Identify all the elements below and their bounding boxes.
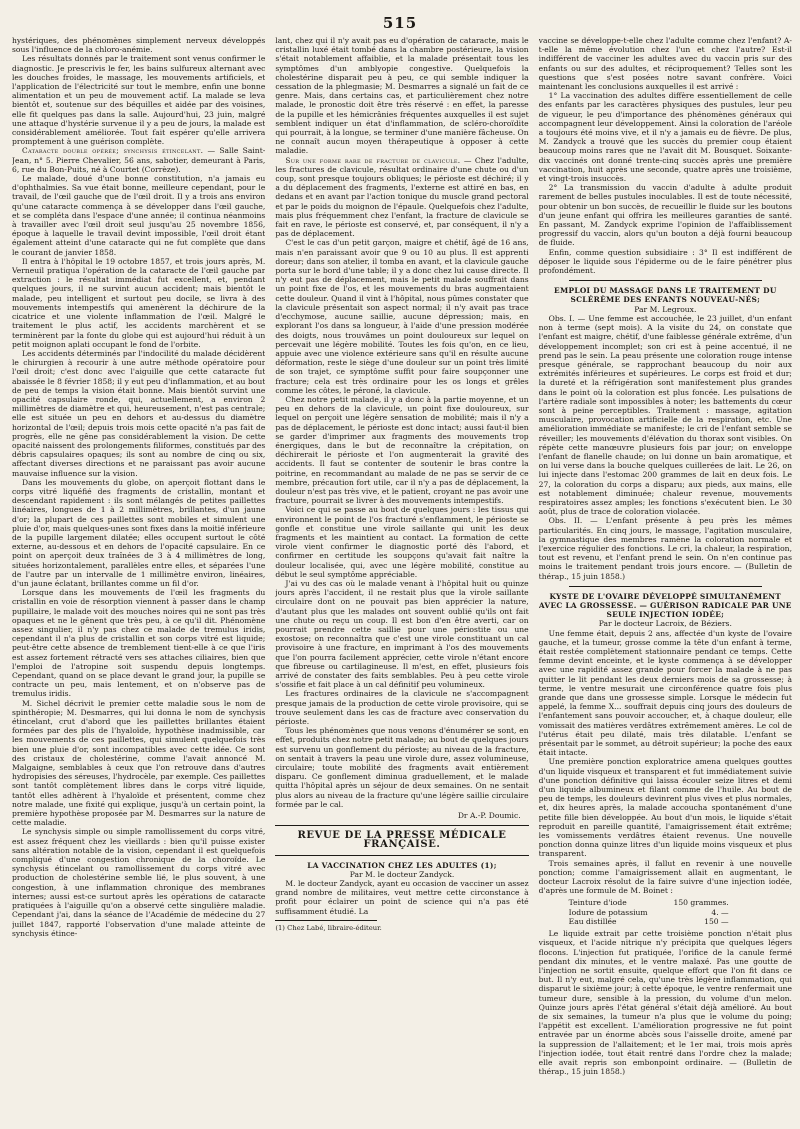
article-byline: Par M. Legroux. bbox=[634, 304, 697, 314]
paragraph: Dans les mouvements du globe, on aperçoit flottant dans le corps vitré liquéfié des fragments de cristallin, montant et descendant rapidement : ils sont mélangés de petites paillettes linéaires, longues de 1 à 2 millimètres, brillantes, d'un jaune d'or; la plupart de ces paillettes sont mobiles et simulent une pluie d'or, mais quelques-unes sont fixes dans la moitié inférieure de la pupille largement dilatée; elles occupent surtout le côté externe, au-dessous et en dehors de l'opacité capsulaire. En ce point on aperçoit deux traînées de 3 à 4 millimètres de long, situées horizontalement, parallèles entre elles, et séparées l'une de l'autre par un intervalle de 1 millimètre environ, linéaires, d'un jaune éclatant, brillantes comme un fil d'or. bbox=[12, 477, 266, 588]
case-text: — Salle Saint-Jean, n° 5. Pierre Chevalier, 56 ans, sabotier, demeurant à Paris, 6, rue du Bon-Puits, né à Courtet (Corrèze). bbox=[12, 146, 266, 174]
paragraph: hystériques, des phénomènes simplement nerveux développés sous l'influence de la chloro-anémie. bbox=[12, 36, 266, 55]
paragraph: J'ai vu des cas où le malade venant à l'hôpital huit ou quinze jours après l'accident, il ne restait plus que la virole saillante circulaire dont on ne pouvait pas bien apprécier la nature, d'autant plus que les malades ont souvent oublié qu'ils ont fait une chute ou reçu un coup. Il est bon d'en être averti, car on pourrait prendre cette saillie pour une périostite ou une exostose; on reconnaîtra que c'est une virole constituant un cal provisoire à une fracture, en imprimant à l'os des mouvements que l'on pourra facilement apprécier, cette virole n'étant encore que fibreuse ou cartilagineuse. Il m'est, en effet, plusieurs fois arrivé de constater des faits semblables. Peu à peu cette virole s'ossifie et fait place à un cal définitif peu volumineux. bbox=[275, 578, 529, 690]
paragraph: lant, chez qui il n'y avait pas eu d'opération de cataracte, mais le cristallin luxé était tombé dans la chambre postérieure, la vision s'était notablement affaiblie, et la malade présentait tous les symptômes d'un amblyopie congestive. Quelquefois la cholestérine disparait peu à peu, ce qui semble indiquer la cessation de la phlegmasie; M. Desmarres a signalé un fait de ce genre. Mais, dans certains cas, et particulièrement chez notre malade, le pronostic doit être très réservé : en effet, la paresse de la pupille et les hémicrânies fréquentes auxquelles il est sujet semblent indiquer un état d'inflammation, de scléro-choroïdite qui pourrait, à la longue, se terminer d'une manière fâcheuse. On ne connaît aucun moyen thérapeutique à opposer à cette maladie. bbox=[275, 36, 529, 156]
paragraph: Voici ce qui se passe au bout de quelques jours : les tissus qui environnent le point de l'os fracturé s'enflamment, le périoste se gonfle et constitue une virole saillante qui unit les deux fragments et les maintient au contact. La formation de cette virole vient confirmer le diagnostic porté dès l'abord, et confirmer en certitude les soupçons qu'avait fait naître la douleur localisée, qui, avec une légère mobilité, constitue au début le seul symptôme appréciable. bbox=[275, 505, 529, 579]
quantity: 150 — bbox=[704, 916, 729, 926]
formula-line bbox=[569, 917, 729, 926]
formula-line bbox=[569, 898, 729, 907]
paragraph: M. le docteur Zandyck, ayant eu occasion de vacciner un assez grand nombre de militaires, veut mettre cette circonstance à profit pour éclairer un point de science qui n'a pas été suffisamment étudié. La bbox=[275, 879, 529, 916]
paragraph: M. Sichel décrivit le premier cette maladie sous le nom de spinthéropie; M. Desmarres, qui lui donna le nom de synchysis étincelant, crut d'abord que les paillettes brillantes étaient formées par des plis de l'hyaloïde, hypothèse inadmissible, car les mouvements de ces paillettes, qui simulent quelquefois très bien une pluie d'or, sont incompatibles avec cette idée. Ce sont des cristaux de cholestérine, comme l'avait annoncé M. Malgaigne, semblables à ceux que l'on retrouve dans d'autres hydropisies des séreuses, l'hydrocèle, par exemple. Ces paillettes sont tantôt complètement libres dans le corps vitré liquide, tantôt elles adhèrent à l'hyaloïde et présentent, comme chez notre malade, une fixité qui explique, jusqu'à un certain point, la première hypothèse proposée par M. Desmarres sur la nature de cette maladie. bbox=[12, 698, 266, 828]
paragraph: 1° La vaccination des adultes diffère essentiellement de celle des enfants par les caractères physiques des pustules, leur peu de vigueur, le peu d'importance des phénomènes généraux qui accompagnent leur développement. Ainsi la coloration de l'aréole a toujours été moins vive, et il n'y a jamais eu de fièvre. De plus, M. Zandyck a trouvé que les succès du premier coup étaient beaucoup moins rares que ne l'avait dit M. Bousquet. Soixante-dix vaccinés ont donné trente-cinq succès après une première vaccination, huit après une seconde, quatre après une troisième, et vingt-trois insuccès. bbox=[538, 91, 792, 184]
section-title: REVUE DE LA PRESSE MÉDICALE FRANÇAISE. bbox=[297, 830, 507, 851]
column-left bbox=[12, 36, 265, 1117]
paragraph: Les résultats donnés par le traitement sont venus confirmer le diagnostic. Je prescrivis le fer, les bains sulfureux alternant avec les douches froides, le massage, les mouvements artificiels, et l'application de l'électricité sur tout le membre, enfin une bonne alimentation et un peu de mouvement actif. La malade se leva bientôt et, soutenue sur des béquilles et aidée par des voisines, elle fit quelques pas dans la salle. Aujourd'hui, 23 juin, malgré une attaque d'hystérie survenue il y a peu de jours, la malade est considérablement améliorée. Tout fait espérer qu'elle arrivera promptement à une guérison complète. bbox=[12, 54, 266, 147]
paragraph: Le malade, doué d'une bonne constitution, n'a jamais eu d'ophthalmies. Sa vue était bonne, meilleure cependant, pour le travail, de l'œil gauche que de l'œil droit. Il y a trois ans environ qu'une cataracte commença à se développer dans l'œil gauche, et se compléta dans l'espace d'une année; il continua néanmoins à travailler avec l'œil droit seul jusqu'au 25 novembre 1856, époque à laquelle le travail devint impossible, l'œil droit étant également atteint d'une cataracte qui ne fut complète que dans le courant de janvier 1858. bbox=[12, 174, 266, 257]
column-right bbox=[539, 36, 792, 1117]
quantity: 4. — bbox=[711, 907, 729, 917]
footnote: (1) Chez Labé, libraire-éditeur. bbox=[275, 923, 382, 932]
article-title: LA VACCINATION CHEZ LES ADULTES (1); bbox=[307, 860, 497, 870]
divider bbox=[275, 855, 528, 856]
paragraph bbox=[275, 156, 528, 239]
footnote-divider bbox=[275, 920, 376, 921]
column-middle bbox=[275, 36, 528, 1117]
paragraph: Les fractures ordinaires de la clavicule ne s'accompagnent presque jamais de la production de cette virole provisoire, qui se trouve seulement dans les cas de fracture avec conservation du périoste. bbox=[275, 689, 529, 727]
paragraph: vaccine se développe-t-elle chez l'adulte comme chez l'enfant? A-t-elle la même évolution chez l'un et chez l'autre? Est-il indifférent de vacciner les adultes avec du vaccin pris sur des enfants ou sur des adultes, et réciproquement? Telles sont les questions que s'est posées notre savant confrère. Voici maintenant les conclusions auxquelles il est arrivé : bbox=[538, 36, 792, 92]
paragraph: Les accidents déterminés par l'indocilité du malade décidèrent le chirurgien à recourir à une autre méthode opératoire pour l'œil droit; c'est donc avec l'aiguille que cette cataracte fut abaissée le 8 février 1858; il y eut peu d'inflammation, et au bout de peu de temps la vision était bonne. Mais bientôt survint une opacité capsulaire ronde, qui, actuellement, a environ 2 millimètres de diamètre et qui, heureusement, n'est pas centrale; elle est située un peu en dehors et au-dessus du diamètre horizontal de l'œil; depuis trois mois cette opacité n'a pas fait de progrès, elle ne gêne pas considérablement la vision. De cette opacité naissent des prolongements filiformes, constitués par des débris capsulaires opaques; ils sont au nombre de cinq ou six, affectant diverses directions et ne paraissant pas avoir aucune mauvaise influence sur la vision. bbox=[12, 348, 266, 478]
paragraph: Lorsque dans les mouvements de l'œil les fragments du cristallin en voie de résorption viennent à passer dans le champ pupillaire, le malade voit des mouches noires qui ne sont pas très opaques et ne le gênent que très peu, à ce qu'il dit. Phénomène assez singulier, il n'y pas chez ce malade de tremulus iridis, cependant il n'a plus de cristallin et son corps vitré est liquide; peut-être cette absence de tremblement tient-elle à ce que l'iris est assez fortement rétracté vers ses attaches ciliaires, bien que l'emploi de l'atropine soit suspendu depuis longtemps. Cependant, quand on se place devant le grand jour, la pupille se contracte un peu, mais lentement, et on n'observe pas de tremulus iridis. bbox=[12, 588, 266, 699]
article-title: KYSTE DE L'OVAIRE DÉVELOPPÉ SIMULTANÉMENT AVEC LA GROSSESSE. — GUÉRISON RADICALE PAR UNE SEULE INJECTION IODÉE; bbox=[538, 591, 792, 620]
case-text: — Chez l'adulte, les fractures de clavicule, résultat ordinaire d'une chute ou d'un coup, sont presque toujours obliques; le périoste est déchiré; il y a du déplacement des fragments, l'externe est attiré en bas, en dedans et en avant par l'action tonique du muscle grand pectoral et par le poids du moignon de l'épaule. Quelquefois chez l'adulte, mais plus fréquemment chez l'enfant, la fracture de clavicule se fait en rave, le périoste est conservé, et, par conséquent, il n'y a pas de déplacement. bbox=[275, 155, 529, 239]
quantity: 150 grammes. bbox=[673, 898, 729, 908]
divider bbox=[275, 825, 528, 826]
paragraph: Obs. I. — Une femme est accouchée, le 23 juillet, d'un enfant non à terme (sept mois). A la visite du 24, on constate que l'enfant est maigre, chétif, d'une faiblesse générale extrême, d'un développement incomplet; son cri est à peine accentué, il ne prend pas le sein. La peau présente une coloration rouge intense presque générale, se rapprochant beaucoup du noir aux extrémités inférieures et supérieures. Le corps est froid et dur; la dureté et la réfrigération sont manifestement plus grandes dans le point où la coloration est plus foncée. Les pulsations de l'artère radiale sont impossibles à noter; les battements du cœur sont à peine perceptibles. Traitement : massage, agitation musculaire, provocation artificielle de la respiration, etc. Une amélioration immédiate se manifeste; le cri de l'enfant semble se réveiller; les mouvements d'élévation du thorax sont visibles. On répète cette manœuvre plusieurs fois par jour; on enveloppe l'enfant de flanelle chaude; on lui donne un bain aromatique, et on lui verse dans la bouche quelques cuillerées de lait. Le 26, on lui injecte dans l'estomac 200 grammes de lait en deux fois. Le 27, la coloration du corps a disparu; aux pieds, aux mains, elle est notablement diminuée; chaleur revenue, mouvements respiratoires assez amples; les fonctions s'exécutent bien. Le 30 août, plus de trace de coloration violacée. bbox=[538, 313, 792, 517]
case-heading: Cataracte double opérée; synchysis étincelant. bbox=[22, 146, 204, 156]
paragraph: Obs. II. — L'enfant présente à peu près les mêmes particularités. En cinq jours, le massage, l'agitation musculaire, la gymnastique des membres ramène la coloration normale et l'exercice régulier des fonctions. Le cri, la chaleur, la respiration, tout est revenu, et l'enfant prend le sein. On n'en continue pas moins le traitement pendant trois jours encore. — (Bulletin de thérap., 15 juin 1858.) bbox=[538, 516, 792, 581]
paragraph: 2° La transmission du vaccin d'adulte à adulte produit rarement de belles pustules inoculables. Il est de toute nécessité, pour obtenir un bon succès, de recueillir le fluide sur les boutons d'un jeune enfant qui offrira les meilleures garanties de santé. En passant, M. Zandyck exprime l'opinion de l'affaiblissement progressif du vaccin, alors qu'un bouton a déjà fourni beaucoup de fluide. bbox=[538, 183, 792, 248]
formula-line bbox=[569, 908, 729, 917]
article-title: EMPLOI DU MASSAGE DANS LE TRAITEMENT DU SCLÉRÈME DES ENFANTS NOUVEAU-NÉS; bbox=[554, 286, 777, 305]
ingredient: Eau distillée bbox=[568, 916, 617, 926]
paragraph: Tous les phénomènes que nous venons d'énumérer se sont, en effet, produits chez notre petit malade; au bout de quelques jours est survenu un gonflement du périoste; au niveau de la fracture, on sentait à travers la peau une virole dure, assez volumineuse, circulaire; toute mobilité des fragments avait entièrement disparu. Ce gonflement diminua graduellement, et le malade quitta l'hôpital après un séjour de deux semaines. On ne sentait plus alors au niveau de la fracture qu'une légère saillie circulaire formée par le cal. bbox=[275, 726, 529, 809]
paragraph: C'est le cas d'un petit garçon, maigre et chétif, âgé de 16 ans, mais n'en paraissant avoir que 9 ou 10 au plus. Il est apprenti doreur; dans son atelier, il tomba en avant, et la clavicule gauche porta sur le bord d'une table; il y a donc chez lui cause directe. Il n'y eut pas de déplacement, mais le petit malade souffrait dans un point fixe de l'os, et les mouvements du bras augmentaient cette douleur. Quand il vint à l'hôpital, nous pûmes constater que la clavicule présentait son aspect normal; il n'y avait pas trace d'ecchymose, aucune saillie, aucune dépression; mais, en explorant l'os dans sa longueur, à l'aide d'une pression modérée des doigts, nous trouvâmes un point douloureux sur lequel on percevait une légère mobilité. Toutes les fois qu'on, en ce lieu, appuie avec une violence extérieure sans qu'il en résulte aucune déformation, reste le siège d'une douleur sur un point très limité de son trajet, ce symptôme suffit pour faire soupçonner une fracture; cela est très ordinaire pour les os longs et grêles comme les côtes, le péroné, la clavicule. bbox=[275, 238, 529, 395]
paragraph: Le synchysis simple ou simple ramollissement du corps vitré, est assez fréquent chez les vieillards : bien qu'il puisse exister sans altération notable de la vision, cependant il est quelquefois compliqué d'une congestion chronique de la choroïde. Le synchysis étincelant ou ramollissement du corps vitré avec production de cholestérine semble lié, le plus souvent, à une congestion, à une inflammation chronique des membranes internes; aussi est-ce surtout après les opérations de cataracte pratiquées à l'aiguille qu'on a observé cette singulière maladie. Cependant j'ai, dans la séance de l'Académie de médecine du 27 juillet 1847, rapporté l'observation d'une malade atteinte de synchysis étince- bbox=[12, 827, 266, 938]
case-heading: Sur une forme rare de fracture de clavicule. bbox=[285, 155, 461, 165]
divider bbox=[569, 586, 762, 587]
three-column-body bbox=[12, 36, 792, 1117]
paragraph: Chez notre petit malade, il y a donc à la partie moyenne, et un peu en dehors de la clavicule, un point fixe douloureux, sur lequel on perçoit une légère sensation de mobilité; mais il n'y a pas de déplacement, le périoste est donc intact; aussi faut-il bien se garder d'imprimer aux fragments des mouvements trop énergiques, dans le but de reconnaître la crépitation, on déchirerait le périoste et l'on augmenterait la gravité des accidents. Il faut se contenter de soutenir le bras contre la poitrine, en recommandant au malade de ne pas se servir de ce membre, précaution fort utile, car il n'y a pas de déplacement, la douleur n'est pas très vive, et le patient, croyant ne pas avoir une fracture, pourrait se livrer à des mouvements intempestifs. bbox=[275, 394, 529, 506]
article-byline: Par le docteur Lacroix, de Béziers. bbox=[598, 619, 732, 629]
author-signature: Dr A.-P. Doumic. bbox=[457, 811, 521, 821]
ingredient: Teinture d'iode bbox=[568, 898, 627, 908]
divider bbox=[569, 280, 762, 281]
paragraph: Il entra à l'hôpital le 19 octobre 1857, et trois jours après, M. Verneuil pratiqua l'opération de la cataracte de l'œil gauche par extraction : le résultat immédiat fut excellent, et, pendant quelques jours, il ne survint aucun accident; mais bientôt le malade, peu intelligent et surtout peu docile, se livra à des mouvements intempestifs qui amenèrent la déchirure de la cicatrice et une violente inflammation de l'œil. Malgré le traitement le plus actif, les accidents marchèrent et se terminèrent par la fonte du globe qui est aujourd'hui réduit à un petit moignon aplati occupant le fond de l'orbite. bbox=[12, 256, 266, 349]
paragraph: Trois semaines après, il fallut en revenir à une nouvelle ponction; comme l'amaigrissement allait en augmentant, le docteur Lacroix résolut de la faire suivre d'une injection iodée, d'après une formule de M. Boinet : bbox=[538, 858, 792, 896]
article-byline: Par M. le docteur Zandyck. bbox=[349, 869, 455, 879]
paragraph: Une première ponction exploratrice amena quelques gouttes d'un liquide visqueux et transparent et fut immédiatement suivie d'une ponction définitive qui laissa écouler seize litres et demi d'un liquide albumineux et filant comme de l'huile. Au bout de peu de temps, les douleurs devinrent plus vives et plus normales, et, dix heures après, la malade accoucha spontanément d'une petite fille bien développée. Au bout d'un mois, le liquide s'était reproduit en pareille quantité, l'amaigrissement était extrême; les vomissements verdâtres étaient revenus. Une nouvelle ponction donna quinze litres d'un liquide moins visqueux et plus transparent. bbox=[538, 757, 792, 859]
paragraph bbox=[12, 146, 265, 174]
ingredient: Iodure de potassium bbox=[568, 907, 648, 917]
formula bbox=[569, 898, 792, 926]
paragraph: Le liquide extrait par cette troisième ponction n'était plus visqueux, et l'acide nitrique n'y précipita que quelques légers flocons. L'injection fut pratiquée, l'orifice de la canule fermé pendant dix minutes, et le ventre malaxé. Pas une goutte de l'injection ne sortit ensuite, quelque effort que l'on fit dans ce but. Il n'y eut, malgré cela, qu'une très légère inflammation, qui disparut le sixième jour; à cette époque, le ventre renfermait une tumeur dure, sensible à la pression, du volume d'un melon. Quinze jours après l'état général s'était déjà amélioré. Au bout de six semaines, la tumeur n'a plus que le volume du poing; l'appétit est excellent. L'amélioration progressive ne fut point entravée par un énorme abcès sous l'aisselle droite, amené par la suppression de l'allaitement; et le 1er mai, trois mois après l'injection iodée, tout était rentré dans l'ordre chez la malade; elle avait repris son embonpoint ordinaire. — (Bulletin de thérap., 15 juin 1858.) bbox=[538, 929, 792, 1077]
paragraph: Enfin, comme question subsidiaire : 3° Il est indifférent de déposer le liquide sous l'épiderme ou de le faire pénétrer plus profondément. bbox=[538, 247, 792, 276]
paragraph: Une femme était, depuis 2 ans, affectée d'un kyste de l'ovaire gauche, et la tumeur, grosse comme la tête d'un enfant à terme, était restée complètement stationnaire pendant ce temps. Cette femme devint enceinte, et le kyste commença à se développer avec une rapidité assez grande pour forcer la malade à ne pas quitter le lit pendant les deux derniers mois de sa grossesse; à terme, le ventre mesurait une circonférence quatre fois plus grande que dans une grossesse simple. Lorsque le médecin fut appelé, la femme X... souffrait depuis cinq jours des douleurs de l'enfantement sans pouvoir accoucher, et, à chaque douleur, elle vomissait des matières verdâtres extrêmement amères. Le col de l'utérus était peu dilaté, mais très dilatable. L'enfant se présentait par le sommet, au détroit supérieur; la poche des eaux était intacte. bbox=[538, 628, 792, 758]
page-number: 515 bbox=[382, 14, 418, 32]
